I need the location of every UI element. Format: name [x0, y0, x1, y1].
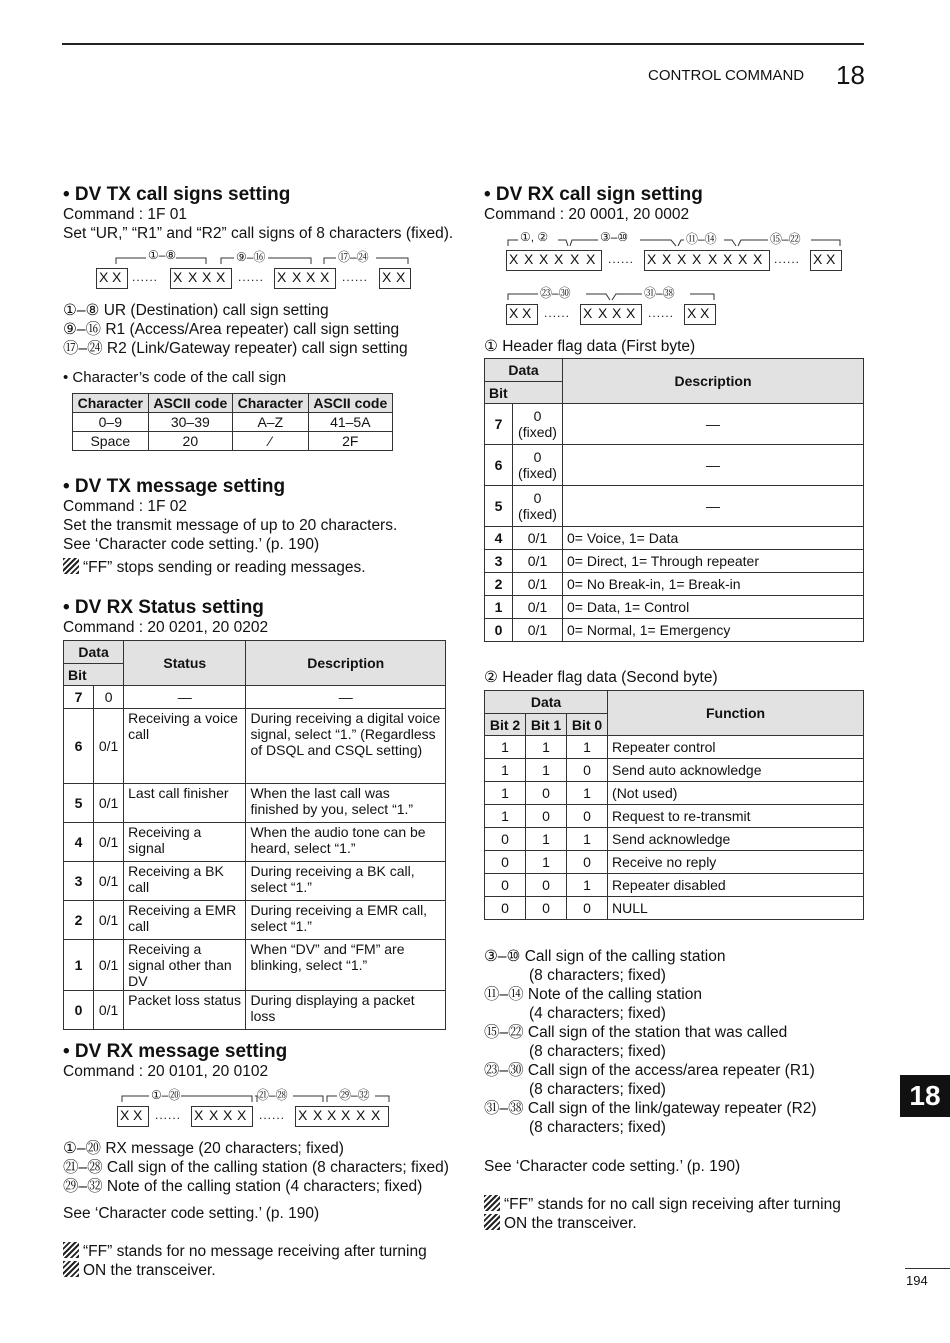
rx-message-see: See ‘Character code setting.’ (p. 190) [63, 1205, 320, 1222]
bit-cell: 1 [526, 736, 567, 759]
bit-cell: 6 [64, 709, 94, 784]
bit-cell: 1 [485, 759, 526, 782]
description-cell: — [246, 686, 446, 709]
chapter-number: 18 [836, 60, 865, 90]
bit-cell: 1 [567, 782, 608, 805]
tx-callsign-item: ⑨–⑯ R1 (Access/Area repeater) call sign setting [63, 321, 400, 338]
value-cell: 0/1 [513, 527, 563, 550]
note-icon [484, 1195, 500, 1211]
bit-cell: 7 [485, 404, 513, 445]
header-title: CONTROL COMMAND [648, 67, 805, 84]
table-row [485, 828, 864, 851]
header-description: Description [563, 359, 864, 404]
byte-row: X X ...... X X X X ...... X X X X ...... X X [96, 268, 416, 288]
bit-cell: 0 [485, 828, 526, 851]
rx-callsign-note [484, 1214, 637, 1233]
note-icon [63, 1261, 79, 1277]
code-header: Character [73, 394, 149, 413]
header-bit: Bit [485, 382, 563, 404]
table-row [485, 486, 864, 527]
code-header: ASCII code [148, 394, 232, 413]
description-cell: 0= Direct, 1= Through repeater [563, 550, 864, 573]
rx-message-note [63, 1242, 427, 1261]
group-label: ⑪–⑭ [686, 232, 717, 246]
page-number-rule [905, 1268, 950, 1269]
rx-callsign-item: ⑪–⑭ Note of the calling station [484, 986, 702, 1003]
value-cell: 0 (fixed) [513, 486, 563, 527]
bit-cell: 0 [567, 897, 608, 920]
second-byte-table [484, 690, 864, 920]
brace-lines [506, 282, 726, 302]
value-cell: 0/1 [94, 862, 124, 901]
header-bit: Bit 2 [485, 714, 526, 736]
rx-status-table [63, 640, 446, 1030]
value-cell: 0/1 [94, 940, 124, 991]
rx-callsign-item-detail: (8 characters; fixed) [529, 967, 666, 984]
status-cell: Receiving a signal other than DV [124, 940, 246, 991]
page-number: 194 [906, 1273, 928, 1288]
table-cell: 0–9 [73, 413, 149, 432]
table-row [73, 432, 393, 451]
bit-cell: 0 [526, 782, 567, 805]
bit-cell: 0 [485, 851, 526, 874]
byte-row: X X ...... X X X X ...... X X X X X X [117, 1106, 397, 1126]
table-row [485, 404, 864, 445]
function-cell: Repeater control [608, 736, 864, 759]
table-row [485, 782, 864, 805]
description-cell: When “DV” and “FM” are blinking, select “1.” [246, 940, 446, 991]
bit-cell: 0 [567, 805, 608, 828]
function-cell: Receive no reply [608, 851, 864, 874]
header-function: Function [608, 691, 864, 736]
rx-message-item: ㉙–㉜ Note of the calling station (4 characters; fixed) [63, 1178, 423, 1195]
note-icon [63, 558, 79, 574]
bit-cell: 1 [485, 805, 526, 828]
rx-callsign-see: See ‘Character code setting.’ (p. 190) [484, 1158, 741, 1175]
bit-cell: 0 [64, 991, 94, 1030]
value-cell: 0 (fixed) [513, 445, 563, 486]
group-label: ①–⑳ [151, 1088, 181, 1102]
group-label: ㉛–㊳ [644, 286, 675, 300]
table-row [485, 851, 864, 874]
bit-cell: 1 [485, 596, 513, 619]
table-row [64, 823, 446, 862]
bit-cell: 6 [485, 445, 513, 486]
code-header: Character [232, 394, 308, 413]
tx-message-command: Command : 1F 02 [63, 498, 188, 515]
table-cell: 2F [308, 432, 392, 451]
bit-cell: 5 [485, 486, 513, 527]
bit-cell: 1 [485, 736, 526, 759]
bit-cell: 0 [567, 759, 608, 782]
bit-cell: 4 [485, 527, 513, 550]
note-text: “FF” stands for no call sign receiving after turning [504, 1196, 841, 1213]
rx-callsign-diagram-2 [506, 282, 726, 328]
rx-callsign-diagram-1 [506, 228, 846, 274]
header-data: Data [485, 691, 608, 714]
bit-cell: 1 [526, 759, 567, 782]
rx-callsign-item-detail: (8 characters; fixed) [529, 1081, 666, 1098]
table-row [64, 784, 446, 823]
group-label: ㉑–㉘ [257, 1088, 288, 1102]
rx-message-title: • DV RX message setting [63, 1041, 288, 1062]
bit-cell: 2 [485, 573, 513, 596]
bit-cell: 0 [485, 619, 513, 642]
group-label: ⑮–㉒ [770, 232, 801, 246]
group-label: ㉙–㉜ [339, 1088, 370, 1102]
table-row [485, 736, 864, 759]
bit-cell: 0 [485, 874, 526, 897]
rx-message-diagram [117, 1084, 397, 1130]
tx-callsign-command: Command : 1F 01 [63, 206, 188, 223]
bit-cell: 3 [485, 550, 513, 573]
header-status: Status [124, 641, 246, 686]
status-cell: Receiving a signal [124, 823, 246, 862]
bit-cell: 1 [567, 736, 608, 759]
status-cell: Last call finisher [124, 784, 246, 823]
bit-cell: 2 [64, 901, 94, 940]
group-label: ③–⑩ [600, 230, 629, 244]
value-cell: 0/1 [94, 991, 124, 1030]
rx-callsign-item: ㉓–㉚ Call sign of the access/area repeater (R1) [484, 1062, 815, 1079]
status-cell: Packet loss status [124, 991, 246, 1030]
status-cell: Receiving a EMR call [124, 901, 246, 940]
function-cell: Repeater disabled [608, 874, 864, 897]
status-cell: Receiving a voice call [124, 709, 246, 784]
bit-cell: 0 [567, 851, 608, 874]
bit-cell: 3 [64, 862, 94, 901]
rx-status-command: Command : 20 0201, 20 0202 [63, 619, 269, 636]
rx-callsign-item: ㉛–㊳ Call sign of the link/gateway repeater (R2) [484, 1100, 817, 1117]
note-text: “FF” stands for no message receiving after turning [83, 1243, 427, 1260]
tx-callsign-item: ⑰–㉔ R2 (Link/Gateway repeater) call sign setting [63, 340, 408, 357]
function-cell: Request to re-transmit [608, 805, 864, 828]
description-cell: When the last call was finished by you, select “1.” [246, 784, 446, 823]
table-row [64, 901, 446, 940]
group-label: ㉓–㉚ [540, 286, 571, 300]
note-text: “FF” stops sending or reading messages. [83, 559, 366, 576]
bit-cell: 4 [64, 823, 94, 862]
rx-callsign-item-detail: (8 characters; fixed) [529, 1119, 666, 1136]
header-bit: Bit 1 [526, 714, 567, 736]
description-cell: During displaying a packet loss [246, 991, 446, 1030]
table-row [485, 527, 864, 550]
tx-callsign-desc: Set “UR,” “R1” and “R2” call signs of 8 characters (fixed). [63, 225, 454, 242]
bit-cell: 1 [567, 874, 608, 897]
header-rule [62, 43, 864, 45]
first-byte-table [484, 358, 864, 642]
value-cell: 0/1 [513, 619, 563, 642]
group-label: ⑨–⑯ [236, 250, 266, 264]
note-icon [484, 1214, 500, 1230]
bit-cell: 0 [526, 897, 567, 920]
table-cell: 30–39 [148, 413, 232, 432]
group-label: ⑰–㉔ [338, 250, 369, 264]
bit-cell: 1 [567, 828, 608, 851]
value-cell: 0/1 [94, 901, 124, 940]
description-cell: During receiving a digital voice signal, select “1.” (Regardless of DSQL and CSQL setting) [246, 709, 446, 784]
bit-cell: 0 [526, 805, 567, 828]
rx-status-title: • DV RX Status setting [63, 597, 264, 618]
rx-message-command: Command : 20 0101, 20 0102 [63, 1063, 269, 1080]
value-cell: 0/1 [513, 550, 563, 573]
rx-callsign-note [484, 1195, 841, 1214]
note-text: ON the transceiver. [504, 1215, 637, 1232]
table-row [485, 596, 864, 619]
table-row [485, 619, 864, 642]
header-data: Data [485, 359, 563, 382]
table-row [64, 991, 446, 1030]
rx-callsign-command: Command : 20 0001, 20 0002 [484, 206, 690, 223]
rx-callsign-title: • DV RX call sign setting [484, 184, 703, 205]
group-label: ①, ② [520, 230, 549, 244]
description-cell: 0= No Break-in, 1= Break-in [563, 573, 864, 596]
table-row [485, 573, 864, 596]
chapter-tab: 18 [900, 1075, 950, 1117]
bit-cell: 1 [526, 851, 567, 874]
header-data: Data [64, 641, 124, 664]
description-cell: — [563, 486, 864, 527]
note-text: ON the transceiver. [83, 1262, 216, 1279]
value-cell: 0 (fixed) [513, 404, 563, 445]
table-row [485, 550, 864, 573]
bit-cell: 7 [64, 686, 94, 709]
bit-cell: 1 [485, 782, 526, 805]
table-row [485, 874, 864, 897]
code-header: ASCII code [308, 394, 392, 413]
rx-callsign-item: ⑮–㉒ Call sign of the station that was called [484, 1024, 788, 1041]
byte-row: X X X X X X ...... X X X X X X X X ...... X X [506, 250, 846, 270]
table-cell: 20 [148, 432, 232, 451]
value-cell: 0/1 [513, 596, 563, 619]
tx-message-note [63, 558, 366, 577]
tx-callsign-diagram [96, 246, 416, 292]
description-cell: — [563, 404, 864, 445]
function-cell: NULL [608, 897, 864, 920]
header-bit: Bit [64, 664, 124, 686]
value-cell: 0 [94, 686, 124, 709]
value-cell: 0/1 [513, 573, 563, 596]
second-byte-title: ② Header flag data (Second byte) [484, 669, 718, 686]
table-row [64, 709, 446, 784]
first-byte-title: ① Header flag data (First byte) [484, 338, 696, 355]
description-cell: When the audio tone can be heard, select “1.” [246, 823, 446, 862]
function-cell: (Not used) [608, 782, 864, 805]
rx-callsign-item-detail: (8 characters; fixed) [529, 1043, 666, 1060]
status-cell: — [124, 686, 246, 709]
value-cell: 0/1 [94, 784, 124, 823]
value-cell: 0/1 [94, 823, 124, 862]
header-bit: Bit 0 [567, 714, 608, 736]
table-row [64, 940, 446, 991]
tx-message-line: See ‘Character code setting.’ (p. 190) [63, 536, 320, 553]
bit-cell: 5 [64, 784, 94, 823]
description-cell: 0= Data, 1= Control [563, 596, 864, 619]
rx-message-note [63, 1261, 216, 1280]
function-cell: Send acknowledge [608, 828, 864, 851]
table-row [485, 759, 864, 782]
description-cell: — [563, 445, 864, 486]
tx-callsign-title: • DV TX call signs setting [63, 184, 291, 205]
group-label: ①–⑧ [148, 248, 177, 262]
table-row [64, 686, 446, 709]
table-row [73, 413, 393, 432]
table-cell: A–Z [232, 413, 308, 432]
description-cell: 0= Voice, 1= Data [563, 527, 864, 550]
function-cell: Send auto acknowledge [608, 759, 864, 782]
table-cell: 41–5A [308, 413, 392, 432]
bit-cell: 0 [526, 874, 567, 897]
byte-row: X X ...... X X X X ...... X X [506, 304, 726, 324]
description-cell: During receiving a BK call, select “1.” [246, 862, 446, 901]
rx-callsign-item-detail: (4 characters; fixed) [529, 1005, 666, 1022]
char-code-table [72, 393, 393, 451]
table-row [64, 862, 446, 901]
description-cell: During receiving a EMR call, select “1.” [246, 901, 446, 940]
tx-message-line: Set the transmit message of up to 20 characters. [63, 517, 398, 534]
char-code-heading: • Character’s code of the call sign [63, 369, 287, 386]
table-row [485, 805, 864, 828]
status-cell: Receiving a BK call [124, 862, 246, 901]
rx-message-item: ㉑–㉘ Call sign of the calling station (8 characters; fixed) [63, 1159, 449, 1176]
header-description: Description [246, 641, 446, 686]
bit-cell: 1 [526, 828, 567, 851]
table-cell: Space [73, 432, 149, 451]
rx-message-item: ①–⑳ RX message (20 characters; fixed) [63, 1140, 344, 1157]
rx-callsign-item: ③–⑩ Call sign of the calling station [484, 948, 726, 965]
value-cell: 0/1 [94, 709, 124, 784]
table-row [485, 445, 864, 486]
description-cell: 0= Normal, 1= Emergency [563, 619, 864, 642]
tx-message-title: • DV TX message setting [63, 476, 286, 497]
bit-cell: 0 [485, 897, 526, 920]
bit-cell: 1 [64, 940, 94, 991]
table-cell: ⁄ [232, 432, 308, 451]
table-row [485, 897, 864, 920]
tx-callsign-item: ①–⑧ UR (Destination) call sign setting [63, 302, 329, 319]
note-icon [63, 1242, 79, 1258]
